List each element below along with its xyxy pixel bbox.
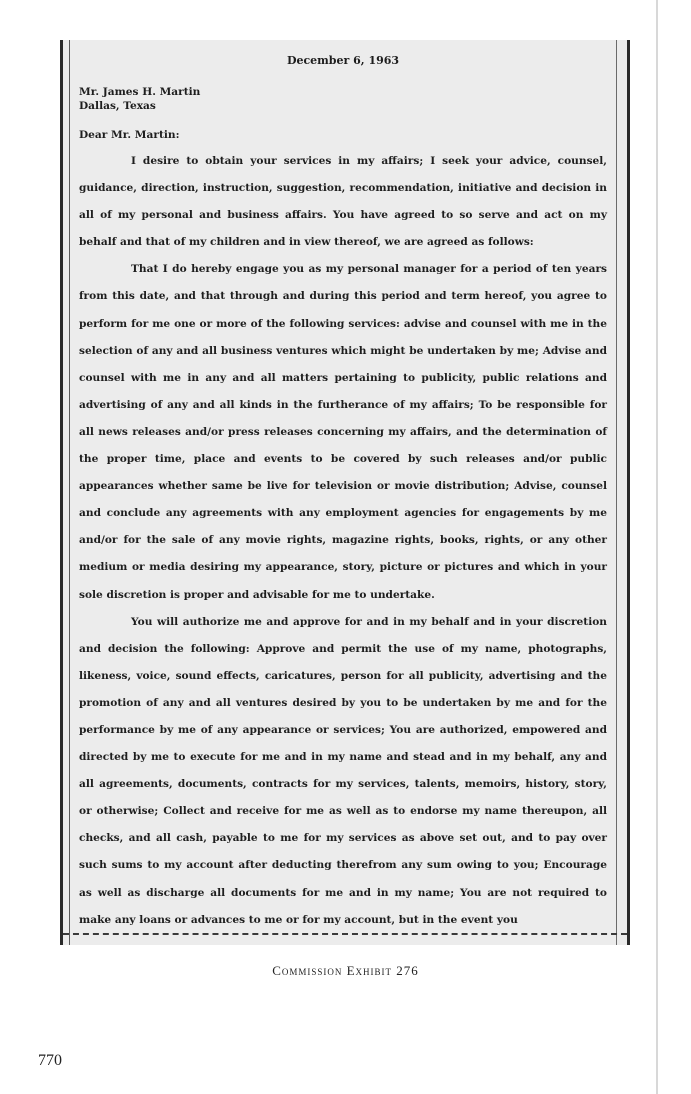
paragraph-2: That I do hereby engage you as my personal manager for a period of ten years from this date, and that through and during this period and term hereof, you agree to perform for me one or more of the following services: advise and counsel with me in the selection of any and all business ventures which might be undertaken by me; Advise and counsel with me in any and all matters pertaining to publicity, public relations and advertising of any and all kinds in the furtherance of my affairs; To be responsible for all news releases and/or press releases concerning my affairs, and the determination of the proper time, place and events to be covered by such releases and/or public appearances whether same be live for television or movie distribution; Advise, counsel and conclude any agreements with any employment agencies for engagements by me and/or for the sale of any movie rights, magazine rights, books, rights, or any other medium or media desiring my appearance, story, picture or pictures and which in your sole discretion is proper and advisable for me to undertake. bbox=[79, 263, 607, 601]
page-number: 770 bbox=[38, 1052, 62, 1069]
letter-date: December 6, 1963 bbox=[286, 54, 400, 67]
paragraph-3: You will authorize me and approve for and in my behalf and in your discretion and decision the following: Approve and permit the use of my name, photographs, likeness, voice, sound effects, caricatures, person for all publicity, advertising and the promotion of any and all ventures desired by you to be undertaken by me and for the performance by me of any appearance or services; You are authorized, empowered and directed by me to execute for me and in my name and stead and in my behalf, any and all agreements, documents, contracts for my services, talents, memoirs, history, story, or otherwise; Collect and receive for me as well as to endorse my name thereupon, all checks, and all cash, payable to me for my services as above set out, and to pay over such sums to my account after deducting therefrom any sum owing to you; Encourage as well as discharge all documents for me and in my name; You are not required to make any loans or advances to me or for my account, but in the event you bbox=[79, 615, 607, 926]
salutation: Dear Mr. Martin: bbox=[79, 129, 180, 141]
right-border-rule bbox=[616, 40, 617, 945]
scan-edge-line bbox=[656, 0, 658, 1094]
exhibit-caption: Commission Exhibit 276 bbox=[272, 963, 419, 978]
letter-body bbox=[79, 54, 607, 934]
recipient-name: Mr. James H. Martin bbox=[79, 86, 201, 98]
letter-photograph bbox=[60, 40, 630, 945]
left-border-rule bbox=[69, 40, 70, 945]
paragraph-1: I desire to obtain your services in my affairs; I seek your advice, counsel, guidance, direction, instruction, suggestion, recommendation, initiative and decision in all of my personal and business affairs. You have agreed to so serve and act on my behalf and that of my children and in view thereof, we are agreed as follows: bbox=[79, 155, 607, 249]
recipient-city: Dallas, Texas bbox=[79, 100, 156, 112]
